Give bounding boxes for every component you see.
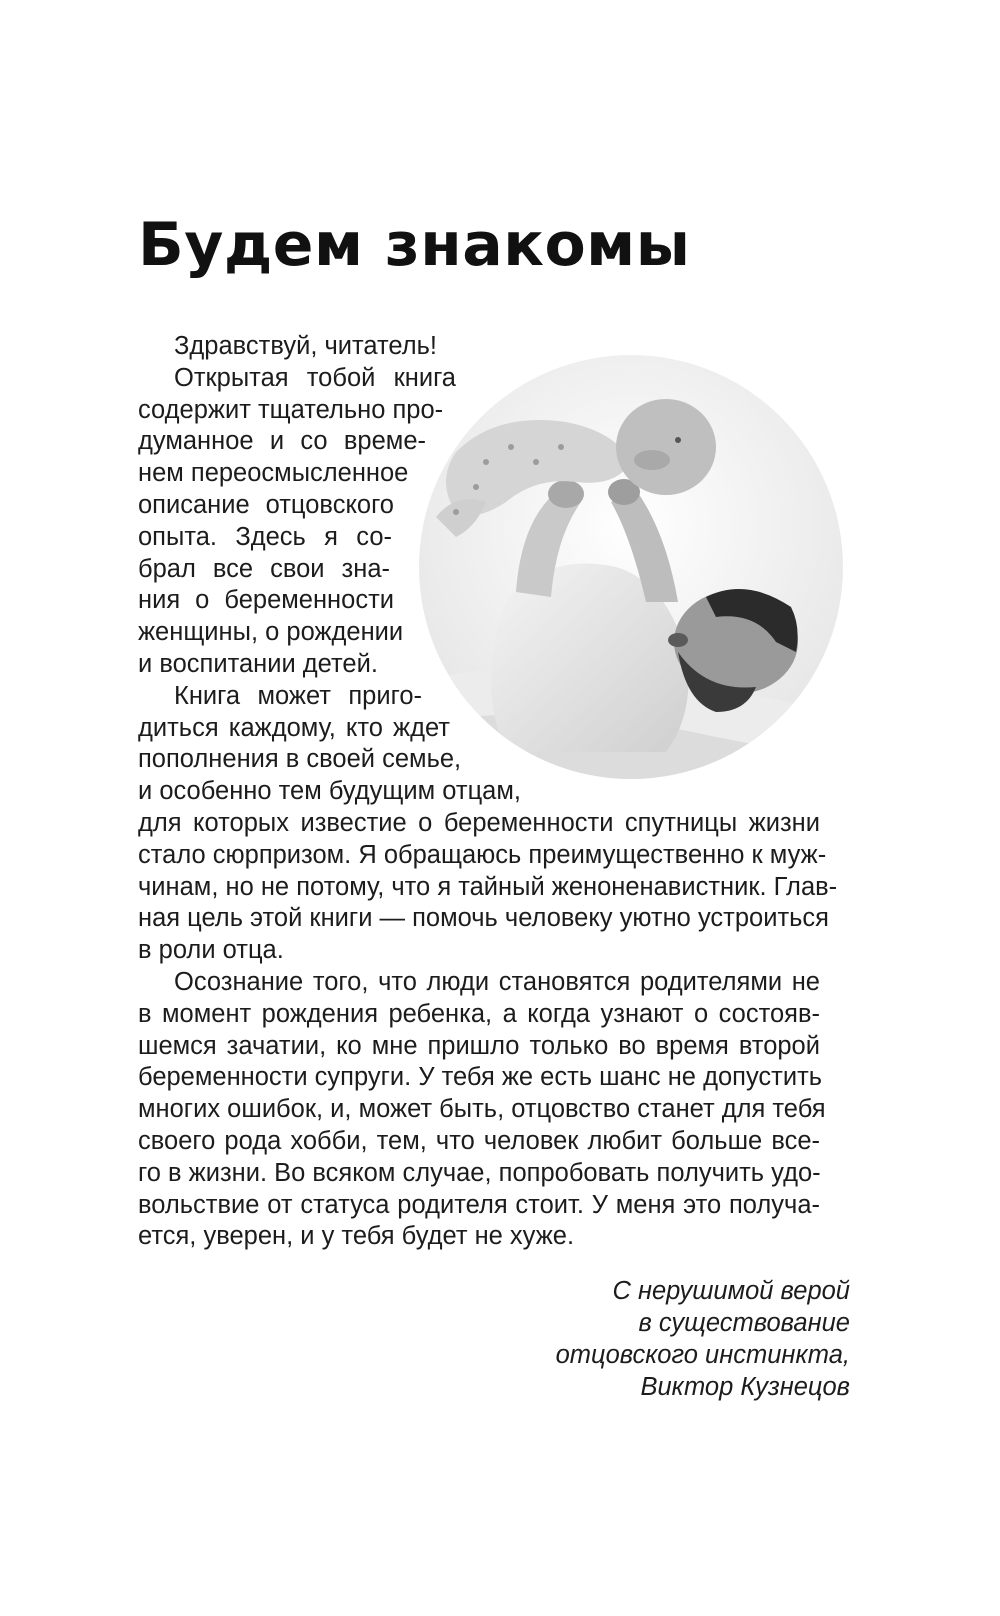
text-line: ния о беременности [138,586,394,615]
text-line: и воспитании детей. [138,650,378,678]
text-line: содержит тщательно про- [138,395,444,424]
text-line: нем переосмысленное [138,459,409,488]
text-line: в роли отца. [138,936,284,965]
text-line: беременности супруги. У тебя же есть шанс не допустить [138,1063,823,1092]
text-line: Здравствуй, читатель! [174,332,438,360]
text-line: вольствие от статуса родителя стоит. У меня это получа- [138,1190,820,1219]
text-line: описание отцовского [138,491,394,519]
signature-line: отцовского инстинкта, [555,1341,850,1369]
text-line: Книга может приго- [174,681,422,710]
text-line: для которых известие о беременности спутницы жизни [138,809,820,837]
father-baby-photo [416,352,846,782]
page-title: Будем знакомы [138,210,691,280]
text-line: диться каждому, кто ждет [138,713,450,742]
text-line: ется, уверен, и у тебя будет не хуже. [138,1222,575,1251]
text-line: думанное и со време- [138,427,426,456]
text-line: своего рода хобби, тем, что человек любит больше все- [138,1127,820,1155]
text-line: стало сюрпризом. Я обращаюсь преимущественно к муж- [138,840,827,869]
text-line: чинам, но не потому, что я тайный женоненавистник. Глав- [138,872,838,901]
text-line: Осознание того, что люди становятся родителями не [174,968,820,996]
signature-line: С нерушимой верой [612,1277,850,1305]
text-line: шемся зачатии, ко мне пришло только во время второй [138,1031,820,1060]
text-line: многих ошибок, и, может быть, отцовство станет для тебя [138,1095,826,1124]
text-line: Открытая тобой книга [174,363,456,392]
text-line: го в жизни. Во всяком случае, попробовать получить удо- [138,1158,821,1187]
text-line: опыта. Здесь я со- [138,522,392,551]
text-line: ная цель этой книги — помочь человеку уютно устроиться [138,904,829,933]
text-line: в момент рождения ребенка, а когда узнают о состояв- [138,999,820,1028]
text-line: и особенно тем будущим отцам, [138,777,521,806]
text-line: брал все свои зна- [138,554,390,583]
signature-line: в существование [638,1309,850,1337]
text-line: пополнения в своей семье, [138,745,462,774]
signature-line: Виктор Кузнецов [640,1373,850,1401]
text-line: женщины, о рождении [138,618,404,647]
